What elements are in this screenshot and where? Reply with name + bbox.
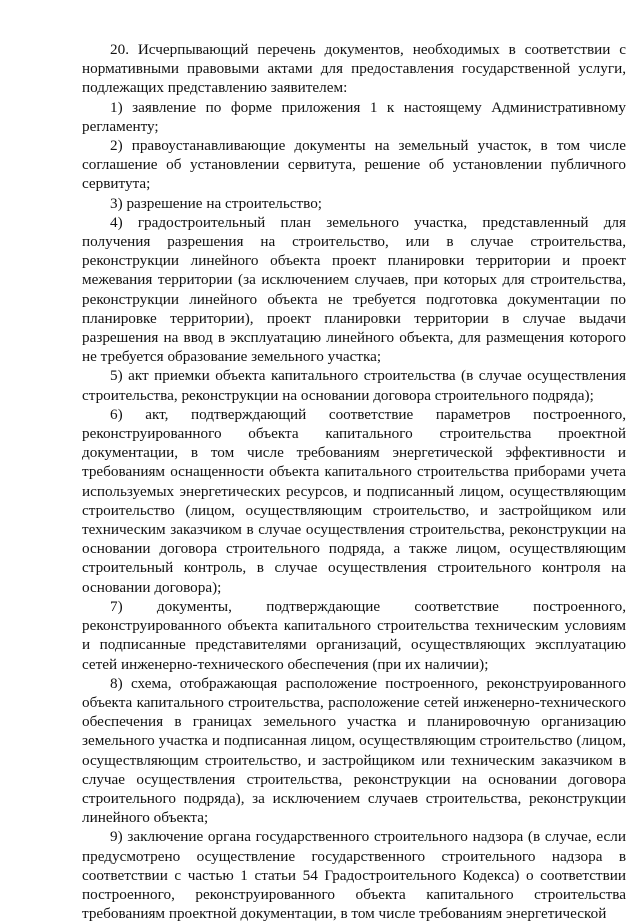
- document-page: [82, 40, 626, 923]
- list-item-1: 1) заявление по форме приложения 1 к настоящему Административному регламенту;: [82, 98, 626, 135]
- list-item-4: 4) градостроительный план земельного участка, представленный для получения разрешения на строительство, или в случае строительства, реконструкции линейного объекта проект планировки территории и проект межевания территории (за исключением случаев, при которых для строительства, реконструкции линейного объекта не требуется подготовка документации по планировке территории), проект планировки территории в случае выдачи разрешения на ввод в эксплуатацию линейного объекта, для размещения которого не требуется образование земельного участка;: [82, 213, 626, 366]
- list-item-2: 2) правоустанавливающие документы на земельный участок, в том числе соглашение об установлении сервитута, решение об установлении публичного сервитута;: [82, 137, 626, 193]
- list-item-5: 5) акт приемки объекта капитального строительства (в случае осуществления строительства, реконструкции на основании договора строительного подряда);: [82, 367, 626, 404]
- list-item-7: 7) документы, подтверждающие соответствие построенного, реконструированного объекта капитального строительства техническим условиям и подписанные представителями организаций, осуществляющих эксплуатацию сетей инженерно-технического обеспечения (при их наличии);: [82, 597, 626, 673]
- list-item-3: 3) разрешение на строительство;: [110, 194, 323, 212]
- list-item-9: 9) заключение органа государственного строительного надзора (в случае, если предусмотрено осуществление государственного строительного надзора в соответствии с частью 1 статьи 54 Градостроительного Кодекса) о соответствии построенного, реконструированного объекта капитального строительства требованиям проектной документации, в том числе требованиям энергетической: [82, 828, 626, 923]
- list-item-8: 8) схема, отображающая расположение построенного, реконструированного объекта капитального строительства, расположение сетей инженерно-технического обеспечения в границах земельного участка и планировочную организацию земельного участка и подписанная лицом, осуществляющим строительство (лицом, осуществляющим строительство, и застройщиком или техническим заказчиком в случае осуществления строительства, реконструкции на основании договора строительного подряда), за исключением случаев строительства, реконструкции линейного объекта;: [82, 674, 626, 827]
- list-item-6: 6) акт, подтверждающий соответствие параметров построенного, реконструированного объекта капитального строительства проектной документации, в том числе требованиям энергетической эффективности и требованиям оснащенности объекта капитального строительства приборами учета используемых энергетических ресурсов, и подписанный лицом, осуществляющим строительство (лицом, осуществляющим строительство, и застройщиком или техническим заказчиком в случае осуществления строительства, реконструкции на основании договора строительного подряда, а также лицом, осуществляющим строительный контроль, в случае осуществления строительного контроля на основании договора);: [82, 405, 626, 596]
- paragraph-20-heading: 20. Исчерпывающий перечень документов, необходимых в соответствии с нормативными правовыми актами для предоставления государственной услуги, подлежащих представлению заявителем:: [82, 41, 626, 97]
